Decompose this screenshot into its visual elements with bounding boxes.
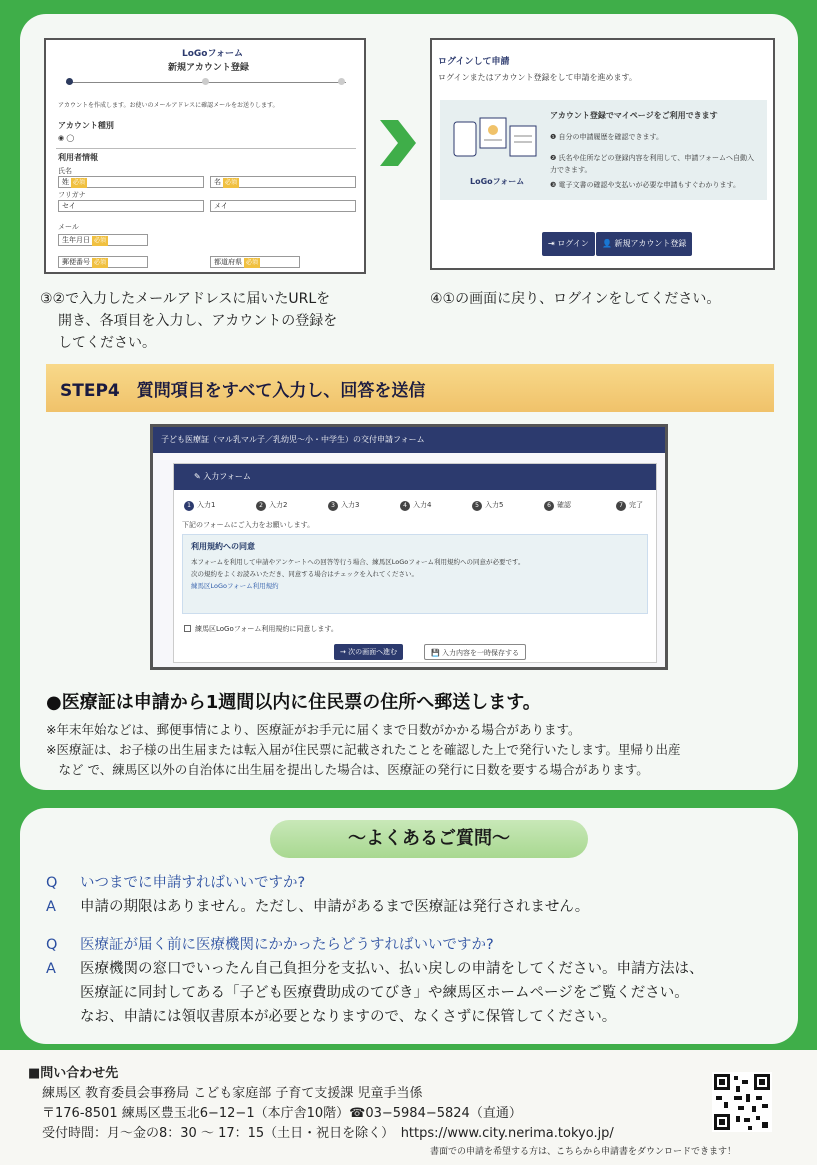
terms-box [182, 534, 648, 614]
note-3: など で、練馬区以外の自治体に出生届を提出した場合は、医療証の発行に日数を要する場合があります。 [46, 762, 649, 777]
form-screenshot [150, 424, 668, 670]
signup-title: 新規アカウント登録 [168, 63, 249, 73]
login-title: ログインして申請 [438, 57, 510, 67]
city-url-link[interactable]: https://www.city.nerima.tokyo.jp/ [400, 1126, 614, 1141]
next-button[interactable]: → 次の画面へ進む [334, 644, 403, 660]
faq-answer-1: A 申請の期限はありません。ただし、申請があるまで医療証は発行されません。 [46, 899, 590, 915]
faq-title-pill [270, 820, 588, 858]
faq-question-1: Q いつまでに申請すればいいですか? [46, 875, 306, 891]
mei-field[interactable]: 名 必須 [210, 176, 356, 188]
form-step: 3 入力3 [328, 500, 359, 511]
pref-field[interactable]: 都道府県 必須 [210, 256, 300, 268]
terms-text-2: 次の規約をよくお読みいただき、同意する場合はチェックを入れてください。 [191, 570, 419, 578]
sei-field[interactable]: 姓 必須 [58, 176, 204, 188]
form-step: 5 入力5 [472, 500, 503, 511]
sei-kana-field[interactable]: セイ [58, 200, 204, 212]
qr-code-icon[interactable] [712, 1072, 772, 1132]
terms-title: 利用規約への同意 [191, 542, 255, 551]
note-2: ※医療証は、お子様の出生届または転入届が住民票に記載されたことを確認した上で発行いたします。里帰り出産 [46, 742, 681, 757]
benefit-1: ❶ 自分の申請履歴を確認できます。 [550, 133, 663, 141]
form-step: 2 入力2 [256, 500, 287, 511]
faq-answer-2-cont: 医療証に同封してある「子ども医療費助成のてびき」や練馬区ホームページをご覧ください。 [80, 985, 689, 1001]
notice-heading: ●医療証は申請から1週間以内に住民票の住所へ郵送します。 [46, 692, 541, 713]
faq-question-2: Q 医療証が届く前に医療機関にかかったらどうすればいいですか? [46, 937, 494, 953]
signup-intro: アカウントを作成します。お使いのメールアドレスに確認メールをお送りします。 [58, 102, 279, 109]
faq-panel [20, 808, 798, 1044]
terms-link[interactable]: 練馬区LoGoフォーム利用規約 [191, 582, 279, 590]
register-button[interactable]: 👤 新規アカウント登録 [596, 232, 692, 256]
login-logo: LoGoフォーム [470, 177, 525, 186]
save-button[interactable]: 💾 入力内容を一時保存する [424, 644, 526, 660]
user-info-label: 利用者情報 [58, 153, 98, 162]
form-step: 6 確認 [544, 500, 571, 511]
kana-label: フリガナ [58, 191, 86, 199]
form-step: 1 入力1 [184, 500, 215, 511]
contact-dept: 練馬区 教育委員会事務局 こども家庭部 子育て支援課 児童手当係 [42, 1086, 423, 1101]
mail-label: メール [58, 223, 79, 231]
form-card [173, 463, 657, 663]
faq-answer-2: A 医療機関の窓口でいったん自己負担分を支払い、払い戻しの申請をしてください。申請方法は、 [46, 961, 704, 977]
chevron-right-icon [378, 118, 418, 168]
form-lead: 下記のフォームにご入力をお願いします。 [182, 521, 315, 529]
postal-field[interactable]: 郵便番号 必須 [58, 256, 148, 268]
benefit-3: ❸ 電子文書の確認や支払いが必要な申請もすぐわかります。 [550, 181, 740, 189]
contact-address: 〒176-8501 練馬区豊玉北6−12−1（本庁舎10階）☎03−5984−5824（直通） [42, 1106, 522, 1121]
form-step: 7 完了 [616, 500, 643, 511]
signup-screenshot: LoGoフォーム 新規アカウント登録 アカウントを作成します。お使いのメールアドレスに確認メールをお送りします。 アカウント種別 ◉ ◯ 利用者情報 氏名 姓 必須 名 必須 フリガナ セイ メイ メール 生年月日 必須 郵便番号 必須 都道府県 必須 [44, 38, 366, 274]
note-1: ※年末年始などは、郵便事情により、医療証がお手元に届くまで日数がかかる場合があります。 [46, 722, 581, 737]
faq-title: 〜よくあるご質問〜 [348, 828, 510, 849]
form-step: 4 入力4 [400, 500, 431, 511]
download-note: 書面での申請を希望する方は、こちらから申請書をダウンロードできます！ [430, 1147, 737, 1157]
benefit-title: アカウント登録でマイページをご利用できます [550, 111, 718, 120]
step4-heading: STEP4 質問項目をすべて入力し、回答を送信 [60, 381, 426, 401]
signup-logo: LoGoフォーム [182, 49, 244, 59]
form-illustration-icon [450, 116, 542, 172]
birthday-field[interactable]: 生年月日 必須 [58, 234, 148, 246]
caption-right: ④①の画面に戻り、ログインをしてください。 [430, 291, 721, 307]
login-button[interactable]: ⇥ ログイン [542, 232, 595, 256]
agree-checkbox[interactable]: 練馬区LoGoフォーム利用規約に同意します。 [184, 624, 338, 634]
name-label: 氏名 [58, 167, 72, 175]
step4-banner [46, 364, 774, 412]
form-card-title: ✎ 入力フォーム [174, 464, 656, 490]
contact-label: ■問い合わせ先 [28, 1066, 119, 1081]
form-header: 子ども医療証（マル乳マル子／乳幼児〜小・中学生）の交付申請フォーム [153, 427, 665, 453]
benefit-2: ❷ 氏名や住所などの登録内容を利用して、申請フォームへ自動入力できます。 [550, 154, 755, 174]
faq-answer-2-cont: なお、申請には領収書原本が必要となりますので、なくさずに保管してください。 [80, 1009, 617, 1025]
benefit-box [440, 100, 767, 200]
contact-hours: 受付時間：月〜金の8：30 〜 17：15（土日・祝日を除く） https://www.city.nerima.tokyo.jp/ [42, 1126, 614, 1141]
account-type-label: アカウント種別 [58, 121, 114, 130]
login-subtitle: ログインまたはアカウント登録をして申請を進めます。 [438, 73, 637, 82]
mei-kana-field[interactable]: メイ [210, 200, 356, 212]
terms-text-1: 本フォームを利用して申請やアンケートへの回答等行う場合、練馬区LoGoフォーム利用規約への同意が必要です。 [191, 558, 525, 566]
caption-left: ③②で入力したメールアドレスに届いたURLを 開き、各項目を入力し、アカウントの登録を してください。 [40, 291, 338, 351]
login-screenshot [430, 38, 775, 270]
